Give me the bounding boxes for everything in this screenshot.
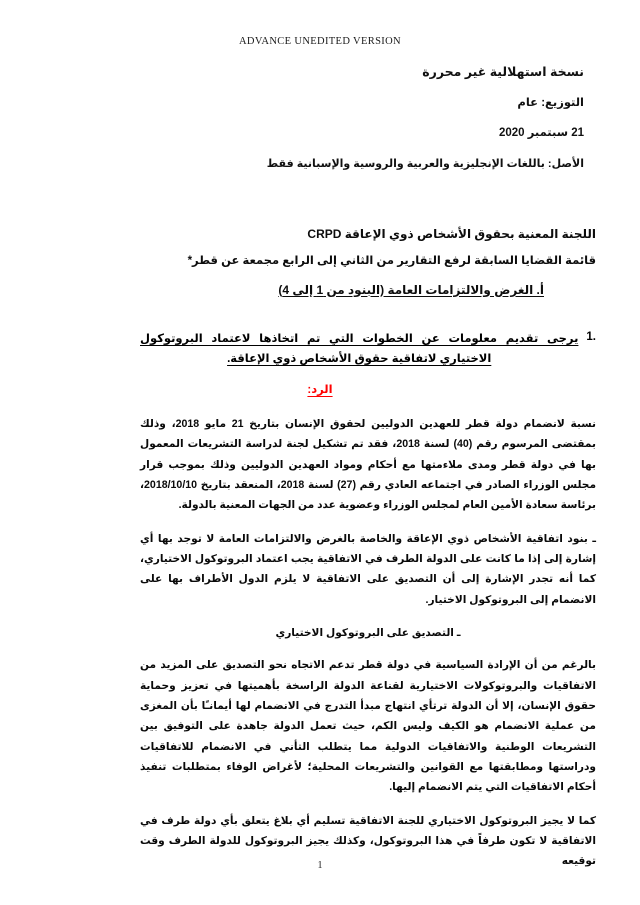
paragraph-political-will: بالرغم من أن الإرادة السياسية في دولة قطر تدعم الاتجاه نحو التصديق على المزيد من الاتفاقيات والبروتوكولات الاختيارية لقناعة الدولة الراسخة بأهميتها في تعزيز وحماية حقوق الإنسان، إلا أن الدولة ترتأي انتهاج مبدأ التدرج في الانضمام لها أيمانـًا بأن المغزى من عملية الانضمام هو الكيف وليس الكم، حيث تعمل الدولة جاهدة على التوفيق بين التشريعات الوطنية والاتفاقيات الدولية مما يتطلب التأني في الانضمام للاتفاقيات ودراستها ومطابقتها مع القوانين والتشريعات المحلية؛ لأغراض الوفاء بمتطلبات تنفيذ أحكام الاتفاقيات التي يتم الانضمام إليها. (140, 659, 596, 794)
subheading-ratification: ـ التصديق على البروتوكول الاختياري (275, 626, 461, 639)
question-number: 1. (586, 331, 596, 343)
paragraph-protocol-scope: كما لا يجيز البروتوكول الاختياري للجنة الاتفاقية تسليم أي بلاغ يتعلق بأي دولة طرف في الاتفاقية لا تكون طرفاً في هذا البروتوكول، وكذلك يجيز البروتوكول للدولة الطرف وقت توقيعه (140, 814, 596, 868)
masthead-languages: الأصل: باللغات الإنجليزية والعربية والروسية والإسبانية فقط (266, 157, 584, 170)
advance-unedited-version-header: ADVANCE UNEDITED VERSION (238, 36, 401, 47)
title-block (120, 228, 596, 296)
masthead-unedited-copy: نسخة استهلالية غير محررة (422, 65, 584, 79)
committee-title: اللجنة المعنية بحقوق الأشخاص ذوي الإعاقة CRPD (307, 227, 596, 241)
masthead-date: 21 سبتمبر 2020 (498, 127, 584, 139)
masthead-distribution: التوزيع: عام (517, 96, 584, 109)
section-heading-a: أ. الغرض والالتزامات العامة (البنود من 1 إلى 4) (278, 282, 544, 297)
reply-label: الرد: (307, 384, 333, 396)
question-item-1 (140, 330, 596, 370)
page-number: 1 (317, 860, 323, 871)
question-text: يرجى تقديم معلومات عن الخطوات التي تم اتخاذها لاعتماد البروتوكول الاختياري لاتفاقية حقوق الأشخاص ذوي الإعاقة. (140, 333, 579, 365)
paragraph-provisions: ـ بنود اتفاقية الأشخاص ذوي الإعاقة والخاصة بالغرض والالتزامات العامة لا توجد بها أي إشارة إلى إذا ما كانت على الدولة الطرف في الاتفاقية يجب اعتماد البروتوكول الاختياري، كما أنه تجدر الإشارة إلى أن التصديق على الاتفاقية لا يلزم الدول الأطراف بها على الانضمام إلى البروتوكول الاختيار. (140, 532, 596, 606)
list-of-issues-title: قائمة القضايا السابقة لرفع التقارير من الثاني إلى الرابع مجمعة عن قطر* (187, 255, 596, 267)
body-content (140, 414, 596, 885)
masthead-block (140, 66, 584, 170)
paragraph-accession: نسبة لانضمام دولة قطر للعهدين الدوليين لحقوق الإنسان بتاريخ 21 مايو 2018، وذلك بمقتضى المرسوم رقم (40) لسنة 2018، فقد تم تشكيل لجنة لدراسة التشريعات المعمول بها في دولة قطر ومدى ملاءمتها مع أحكام ومواد العهدين الدوليين وذلك بموجب قرار مجلس الوزراء الصادر في اجتماعه العادي رقم (27) لسنة 2018، المنعقد بتاريخ 2018/10/10، برئاسة سعادة الأمين العام لمجلس الوزراء وعضوية عدد من الجهات المعنية بالدولة. (140, 418, 596, 512)
